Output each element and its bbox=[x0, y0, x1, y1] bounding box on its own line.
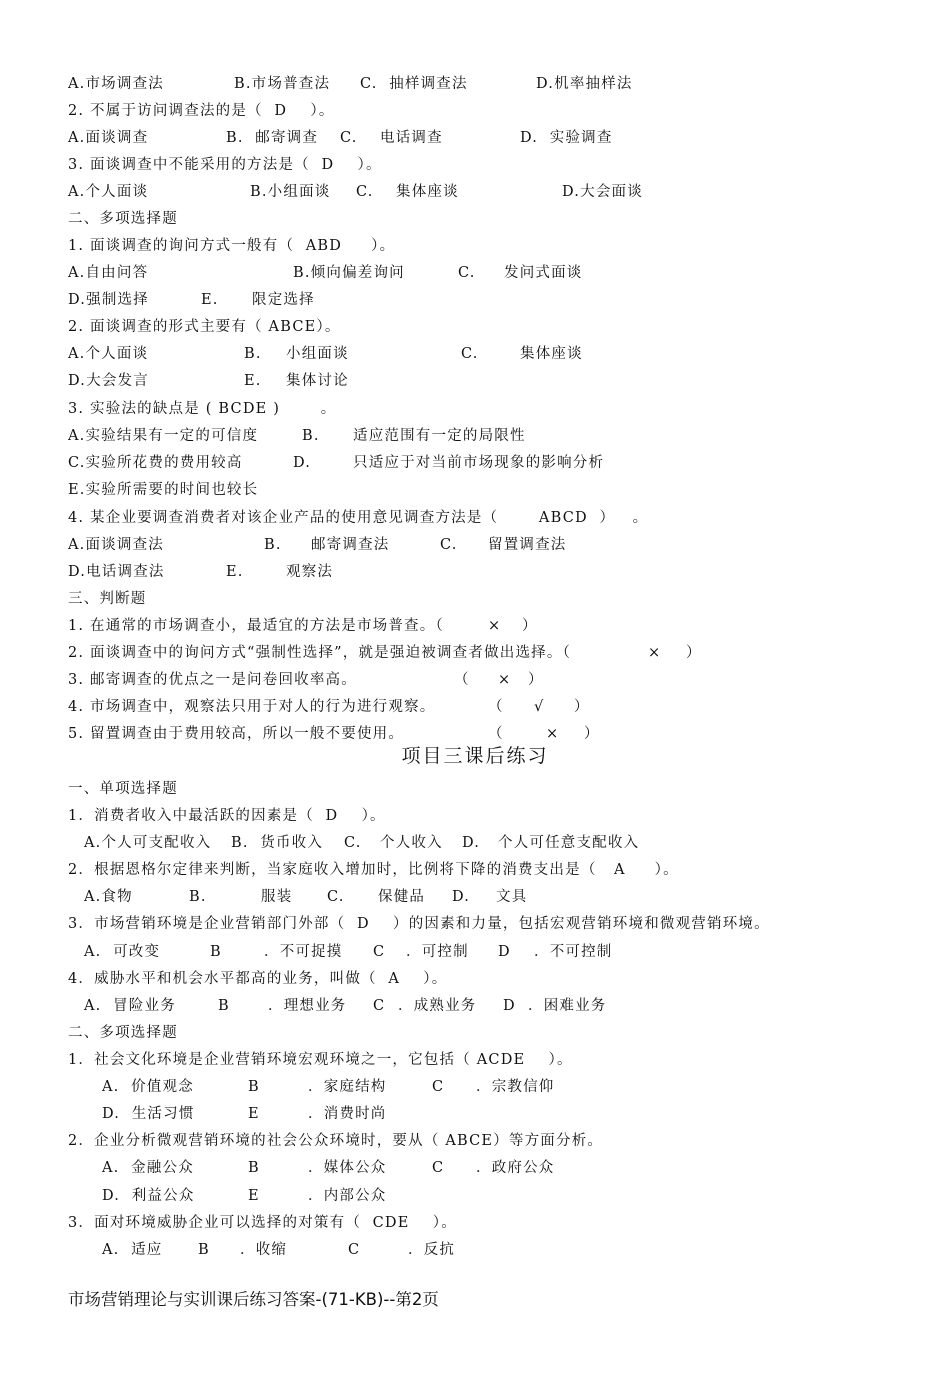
option: C bbox=[348, 1242, 361, 1258]
option: B bbox=[198, 1242, 210, 1258]
option: ．困难业务 bbox=[528, 998, 607, 1014]
bracket: （ bbox=[488, 726, 504, 742]
option: 文具 bbox=[496, 889, 528, 905]
option-row bbox=[68, 182, 643, 202]
option: 个人收入 bbox=[380, 835, 443, 851]
option: D.大会发言 bbox=[68, 373, 149, 389]
question: 4．威胁水平和机会水平都高的业务，叫做（ A ）。 bbox=[68, 971, 448, 987]
option: C. bbox=[344, 835, 362, 851]
question: 2．根据恩格尔定律来判断，当家庭收入增加时，比例将下降的消费支出是（ A ）。 bbox=[68, 862, 679, 878]
option-row: E.实验所需要的时间也较长 bbox=[68, 482, 259, 498]
option: B.市场普查法 bbox=[234, 76, 331, 92]
option: ．收缩 bbox=[240, 1242, 288, 1258]
option-row bbox=[68, 74, 633, 94]
option-row bbox=[68, 371, 349, 391]
option: A. 适应 bbox=[102, 1242, 163, 1258]
option-row bbox=[68, 1186, 387, 1206]
option-row bbox=[68, 344, 583, 364]
question: 1．消费者收入中最活跃的因素是（ D ）。 bbox=[68, 808, 386, 824]
option: 发问式面谈 bbox=[504, 265, 583, 281]
option: D.电话调查法 bbox=[68, 564, 165, 580]
option: 留置调查法 bbox=[488, 537, 567, 553]
option: C. bbox=[440, 537, 458, 553]
question: 3．面对环境威胁企业可以选择的对策有（ CDE ）。 bbox=[68, 1215, 457, 1231]
answer-mark: × bbox=[546, 726, 560, 742]
option: C. 抽样调查法 bbox=[360, 76, 468, 92]
option: D bbox=[503, 998, 516, 1014]
option: A.市场调查法 bbox=[68, 76, 164, 92]
option-row bbox=[68, 1077, 555, 1097]
option-row bbox=[68, 426, 526, 446]
option-row bbox=[68, 453, 605, 473]
option: B. bbox=[244, 346, 262, 362]
option: D. bbox=[462, 835, 481, 851]
judgement-item bbox=[68, 724, 600, 744]
bracket: ） bbox=[584, 726, 600, 742]
option: C bbox=[373, 998, 386, 1014]
option: ．不可捉摸 bbox=[264, 944, 343, 960]
option: A.实验结果有一定的可信度 bbox=[68, 428, 259, 444]
option: D. 实验调查 bbox=[520, 130, 613, 146]
option: ．媒体公众 bbox=[308, 1160, 387, 1176]
question: 1．社会文化环境是企业营销环境宏观环境之一，它包括（ ACDE ）。 bbox=[68, 1052, 573, 1068]
option: C. bbox=[327, 889, 345, 905]
option: D. bbox=[293, 455, 312, 471]
question: 1. 面谈调查的询问方式一般有（ ABD ）。 bbox=[68, 238, 396, 254]
option-row bbox=[68, 942, 613, 962]
option: E bbox=[248, 1106, 260, 1122]
option: 个人可任意支配收入 bbox=[498, 835, 640, 851]
option-row bbox=[68, 1240, 456, 1260]
judgement-item bbox=[68, 643, 702, 663]
option: C bbox=[432, 1160, 445, 1176]
option: 集体讨论 bbox=[286, 373, 349, 389]
bracket: （ bbox=[488, 699, 504, 715]
option-row bbox=[68, 1104, 387, 1124]
judgement-item bbox=[68, 697, 590, 717]
option: B.小组面谈 bbox=[250, 184, 331, 200]
option: 电话调查 bbox=[380, 130, 443, 146]
statement: 4. 市场调查中，观察法只用于对人的行为进行观察。 bbox=[68, 699, 436, 715]
bracket: （ bbox=[454, 672, 470, 688]
option: C bbox=[432, 1079, 445, 1095]
option: A.个人面谈 bbox=[68, 346, 149, 362]
option: D.机率抽样法 bbox=[536, 76, 633, 92]
option: B. bbox=[264, 537, 282, 553]
option: C. bbox=[356, 184, 374, 200]
question: 4. 某企业要调查消费者对该企业产品的使用意见调查方法是（ ABCD ） 。 bbox=[68, 510, 649, 526]
option: B bbox=[210, 944, 222, 960]
bracket: ） bbox=[574, 699, 590, 715]
option: D. 生活习惯 bbox=[102, 1106, 195, 1122]
option: C. bbox=[461, 346, 479, 362]
bracket: ） bbox=[522, 618, 538, 634]
option-row bbox=[68, 887, 528, 907]
option: C.实验所花费的费用较高 bbox=[68, 455, 243, 471]
section-title: 一、单项选择题 bbox=[68, 781, 178, 797]
option: ．消费时尚 bbox=[308, 1106, 387, 1122]
question: 2. 不属于访问调查法的是（ D ）。 bbox=[68, 103, 335, 119]
option: ．可控制 bbox=[406, 944, 469, 960]
statement: 1. 在通常的市场调查小，最适宜的方法是市场普查。（ bbox=[68, 618, 444, 634]
option: 小组面谈 bbox=[286, 346, 349, 362]
option: B bbox=[248, 1160, 260, 1176]
option: ．宗教信仰 bbox=[476, 1079, 555, 1095]
question: 2．企业分析微观营销环境的社会公众环境时，要从（ ABCE）等方面分析。 bbox=[68, 1133, 604, 1149]
option: ．不可控制 bbox=[534, 944, 613, 960]
option: B bbox=[218, 998, 230, 1014]
section-title: 二、多项选择题 bbox=[68, 1025, 178, 1041]
option: A.食物 bbox=[84, 889, 133, 905]
option: A.个人面谈 bbox=[68, 184, 149, 200]
option: ．家庭结构 bbox=[308, 1079, 387, 1095]
option: 集体座谈 bbox=[396, 184, 459, 200]
option-row bbox=[68, 562, 334, 582]
option: D.大会面谈 bbox=[562, 184, 643, 200]
question: 3. 面谈调查中不能采用的方法是（ D ）。 bbox=[68, 157, 382, 173]
option: A.自由问答 bbox=[68, 265, 149, 281]
option: A. 价值观念 bbox=[102, 1079, 194, 1095]
option: C. bbox=[458, 265, 476, 281]
option: ．成熟业务 bbox=[398, 998, 477, 1014]
option: ．政府公众 bbox=[476, 1160, 555, 1176]
bracket: ） bbox=[528, 672, 544, 688]
judgement-item bbox=[68, 616, 538, 636]
option: D. 利益公众 bbox=[102, 1188, 195, 1204]
option: E. bbox=[244, 373, 262, 389]
option-row bbox=[68, 263, 583, 283]
option: D. bbox=[452, 889, 471, 905]
option: ．内部公众 bbox=[308, 1188, 387, 1204]
statement: 5. 留置调查由于费用较高，所以一般不要使用。 bbox=[68, 726, 405, 742]
option: D bbox=[498, 944, 511, 960]
option: E. bbox=[226, 564, 244, 580]
question: 2. 面谈调查的形式主要有（ ABCE）。 bbox=[68, 319, 341, 335]
option-row bbox=[68, 290, 315, 310]
option: 观察法 bbox=[286, 564, 334, 580]
option: 邮寄调查法 bbox=[311, 537, 390, 553]
option: 集体座谈 bbox=[520, 346, 583, 362]
question: 3．市场营销环境是企业营销部门外部（ D ）的因素和力量，包括宏观营销环境和微观营销环境。 bbox=[68, 916, 770, 932]
option-row bbox=[68, 128, 613, 148]
answer-mark: × bbox=[648, 645, 662, 661]
option: ．理想业务 bbox=[268, 998, 347, 1014]
option: 适应范围有一定的局限性 bbox=[353, 428, 526, 444]
option: A.面谈调查法 bbox=[68, 537, 164, 553]
section-title: 三、判断题 bbox=[68, 591, 147, 607]
option: 限定选择 bbox=[252, 292, 315, 308]
answer-mark: √ bbox=[534, 699, 545, 715]
question: 3. 实验法的缺点是 ( BCDE ) 。 bbox=[68, 401, 337, 417]
option: A.个人可支配收入 bbox=[84, 835, 212, 851]
option: B.倾向偏差询问 bbox=[293, 265, 405, 281]
option: C. bbox=[340, 130, 358, 146]
project-title: 项目三课后练习 bbox=[401, 745, 549, 767]
bracket: ） bbox=[686, 645, 702, 661]
page-footer: 市场营销理论与实训课后练习答案-(71-KB)--第2页 bbox=[68, 1290, 439, 1309]
option: B. bbox=[189, 889, 207, 905]
section-title: 二、多项选择题 bbox=[68, 211, 178, 227]
option: ．反抗 bbox=[408, 1242, 456, 1258]
option-row bbox=[68, 535, 567, 555]
option: B. 货币收入 bbox=[231, 835, 324, 851]
option-row bbox=[68, 833, 640, 853]
option: A. 金融公众 bbox=[102, 1160, 194, 1176]
option: 保健品 bbox=[378, 889, 426, 905]
answer-mark: × bbox=[498, 672, 512, 688]
option: C bbox=[373, 944, 386, 960]
option: B. bbox=[302, 428, 320, 444]
option: D.强制选择 bbox=[68, 292, 149, 308]
option: A.面谈调查 bbox=[68, 130, 149, 146]
option: E bbox=[248, 1188, 260, 1204]
statement: 3. 邮寄调查的优点之一是问卷回收率高。 bbox=[68, 672, 357, 688]
option: B. 邮寄调查 bbox=[226, 130, 319, 146]
option: A. 冒险业务 bbox=[84, 998, 176, 1014]
option: 只适应于对当前市场现象的影响分析 bbox=[353, 455, 605, 471]
statement: 2. 面谈调查中的询问方式“强制性选择”，就是强迫被调查者做出选择。（ bbox=[68, 645, 572, 661]
option-row bbox=[68, 1158, 555, 1178]
answer-mark: × bbox=[488, 618, 502, 634]
option-row bbox=[68, 996, 607, 1016]
option: E. bbox=[201, 292, 219, 308]
option: 服装 bbox=[261, 889, 293, 905]
option: A. 可改变 bbox=[84, 944, 161, 960]
option: B bbox=[248, 1079, 260, 1095]
judgement-item bbox=[68, 670, 544, 690]
